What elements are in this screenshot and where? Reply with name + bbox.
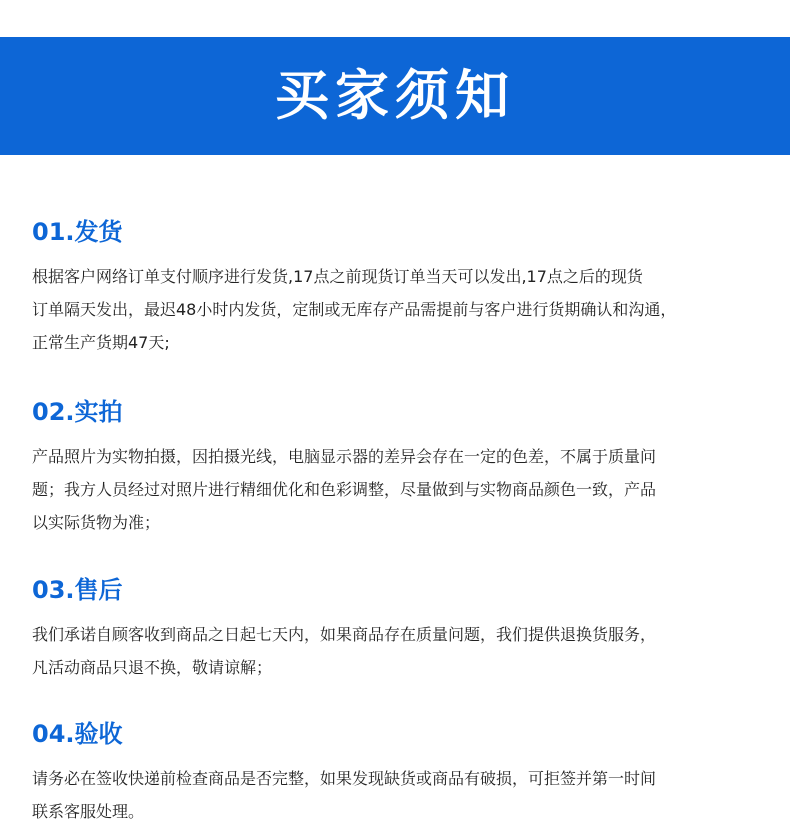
paragraph-line: 以实际货物为准； (32, 513, 161, 532)
paragraph-line: 题；我方人员经过对照片进行精细优化和色彩调整，尽量做到与实物商品颜色一致，产品 (32, 480, 657, 499)
paragraph-line: 正常生产货期47天; (32, 333, 170, 352)
section-body-real-photos (32, 440, 762, 539)
paragraph-line: 根据客户网络订单支付顺序进行发货,17点之前现货订单当天可以发出,17点之后的现货 (32, 267, 643, 286)
section-after-sales (32, 575, 762, 684)
section-heading-shipping: 01.发货 (32, 218, 123, 246)
paragraph-line: 联系客服处理。 (32, 802, 145, 821)
section-inspection (32, 719, 762, 828)
section-body-after-sales (32, 618, 762, 684)
section-heading-after-sales: 03.售后 (32, 576, 123, 604)
section-real-photos (32, 397, 762, 539)
paragraph-line: 凡活动商品只退不换，敬请谅解； (32, 658, 273, 677)
section-heading-real-photos: 02.实拍 (32, 398, 123, 426)
paragraph-line: 产品照片为实物拍摄，因拍摄光线，电脑显示器的差异会存在一定的色差，不属于质量问 (32, 447, 657, 466)
section-heading-inspection: 04.验收 (32, 720, 123, 748)
section-body-shipping (32, 260, 762, 359)
section-shipping (32, 217, 762, 359)
page-title: 买家须知 (275, 64, 515, 127)
paragraph-line: 订单隔天发出，最迟48小时内发货，定制或无库存产品需提前与客户进行货期确认和沟通， (32, 300, 677, 319)
paragraph-line: 我们承诺自顾客收到商品之日起七天内，如果商品存在质量问题，我们提供退换货服务， (32, 625, 657, 644)
paragraph-line: 请务必在签收快递前检查商品是否完整，如果发现缺货或商品有破损，可拒签并第一时间 (32, 769, 657, 788)
section-body-inspection (32, 762, 762, 828)
header-banner (0, 37, 790, 155)
